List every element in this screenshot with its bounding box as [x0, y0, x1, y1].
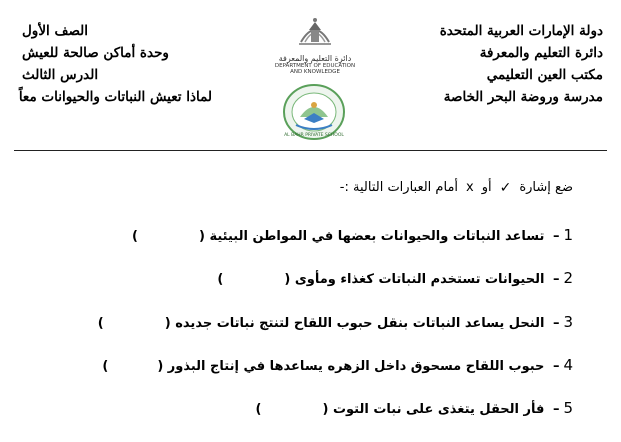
header-grade: الصف الأول: [22, 23, 89, 39]
question-close-paren: ): [102, 359, 109, 374]
question-number: 3: [563, 313, 573, 331]
instruction-suffix: أمام العبارات التالية :-: [339, 180, 459, 195]
question-text: تساعد النباتات والحيوانات بعضها في المواطن البيئية (: [199, 229, 545, 244]
logo-arabic-name: دائرة التعليم والمعرفة: [278, 54, 352, 63]
logo-english-name-2: AND KNOWLEDGE: [290, 69, 340, 75]
header-office: مكتب العين التعليمي: [486, 67, 603, 83]
question-item: 2– الحيوانات تستخدم النباتات كغذاء ومأوى ( ): [217, 269, 573, 287]
logo-english-name-1: DEPARTMENT OF EDUCATION: [274, 63, 356, 69]
question-item: 3– النحل يساعد النباتات بنقل حبوب اللقاح لتنتج نباتات جديده ( ): [97, 313, 573, 331]
question-close-paren: ): [255, 402, 262, 417]
page-header: [0, 0, 621, 150]
school-logo-icon: [282, 83, 346, 141]
header-unit: وحدة أماكن صالحة للعيش: [22, 45, 169, 61]
question-item: 1– تساعد النباتات والحيوانات بعضها في المواطن البيئية ( ): [132, 226, 573, 244]
header-country: دولة الإمارات العربية المتحدة: [439, 23, 603, 39]
x-mark: x: [466, 180, 474, 195]
department-logo: [270, 14, 360, 75]
question-text: حبوب اللقاح مسحوق داخل الزهره يساعدها في إنتاج البذور (: [157, 359, 545, 374]
question-item: 5– فأر الحقل يتغذى على نبات التوت ( ): [255, 399, 573, 417]
header-school: مدرسة وروضة البحر الخاصة: [443, 89, 603, 105]
emblem-icon: [295, 14, 335, 50]
header-department: دائرة التعليم والمعرفة: [479, 45, 603, 61]
question-close-paren: ): [97, 316, 104, 331]
instruction-or: أو: [481, 180, 492, 195]
question-number: 5: [563, 399, 573, 417]
question-item: 4– حبوب اللقاح مسحوق داخل الزهره يساعدها في إنتاج البذور ( ): [102, 356, 573, 374]
instruction-prefix: ضع إشارة: [519, 180, 573, 195]
question-close-paren: ): [132, 229, 138, 244]
question-text: الحيوانات تستخدم النباتات كغذاء ومأوى (: [284, 272, 545, 287]
header-divider: [14, 150, 607, 151]
question-number: 4: [563, 356, 573, 374]
header-left-block: [18, 20, 212, 108]
question-number: 1: [563, 226, 573, 244]
svg-text:AL BAHR PRIVATE SCHOOL: AL BAHR PRIVATE SCHOOL: [284, 133, 344, 138]
school-logo: [282, 83, 346, 141]
question-close-paren: ): [217, 272, 224, 287]
question-text: فأر الحقل يتغذى على نبات التوت (: [322, 402, 545, 417]
check-mark-icon: ✓: [499, 180, 512, 196]
instruction-line: [340, 178, 573, 198]
header-lesson-title: لماذا تعيش النباتات والحيوانات معاً: [18, 89, 212, 105]
header-lesson: الدرس الثالث: [22, 67, 99, 83]
question-text: النحل يساعد النباتات بنقل حبوب اللقاح لتنتج نباتات جديده (: [164, 316, 545, 331]
header-right-block: [440, 20, 603, 108]
question-number: 2: [563, 269, 573, 287]
